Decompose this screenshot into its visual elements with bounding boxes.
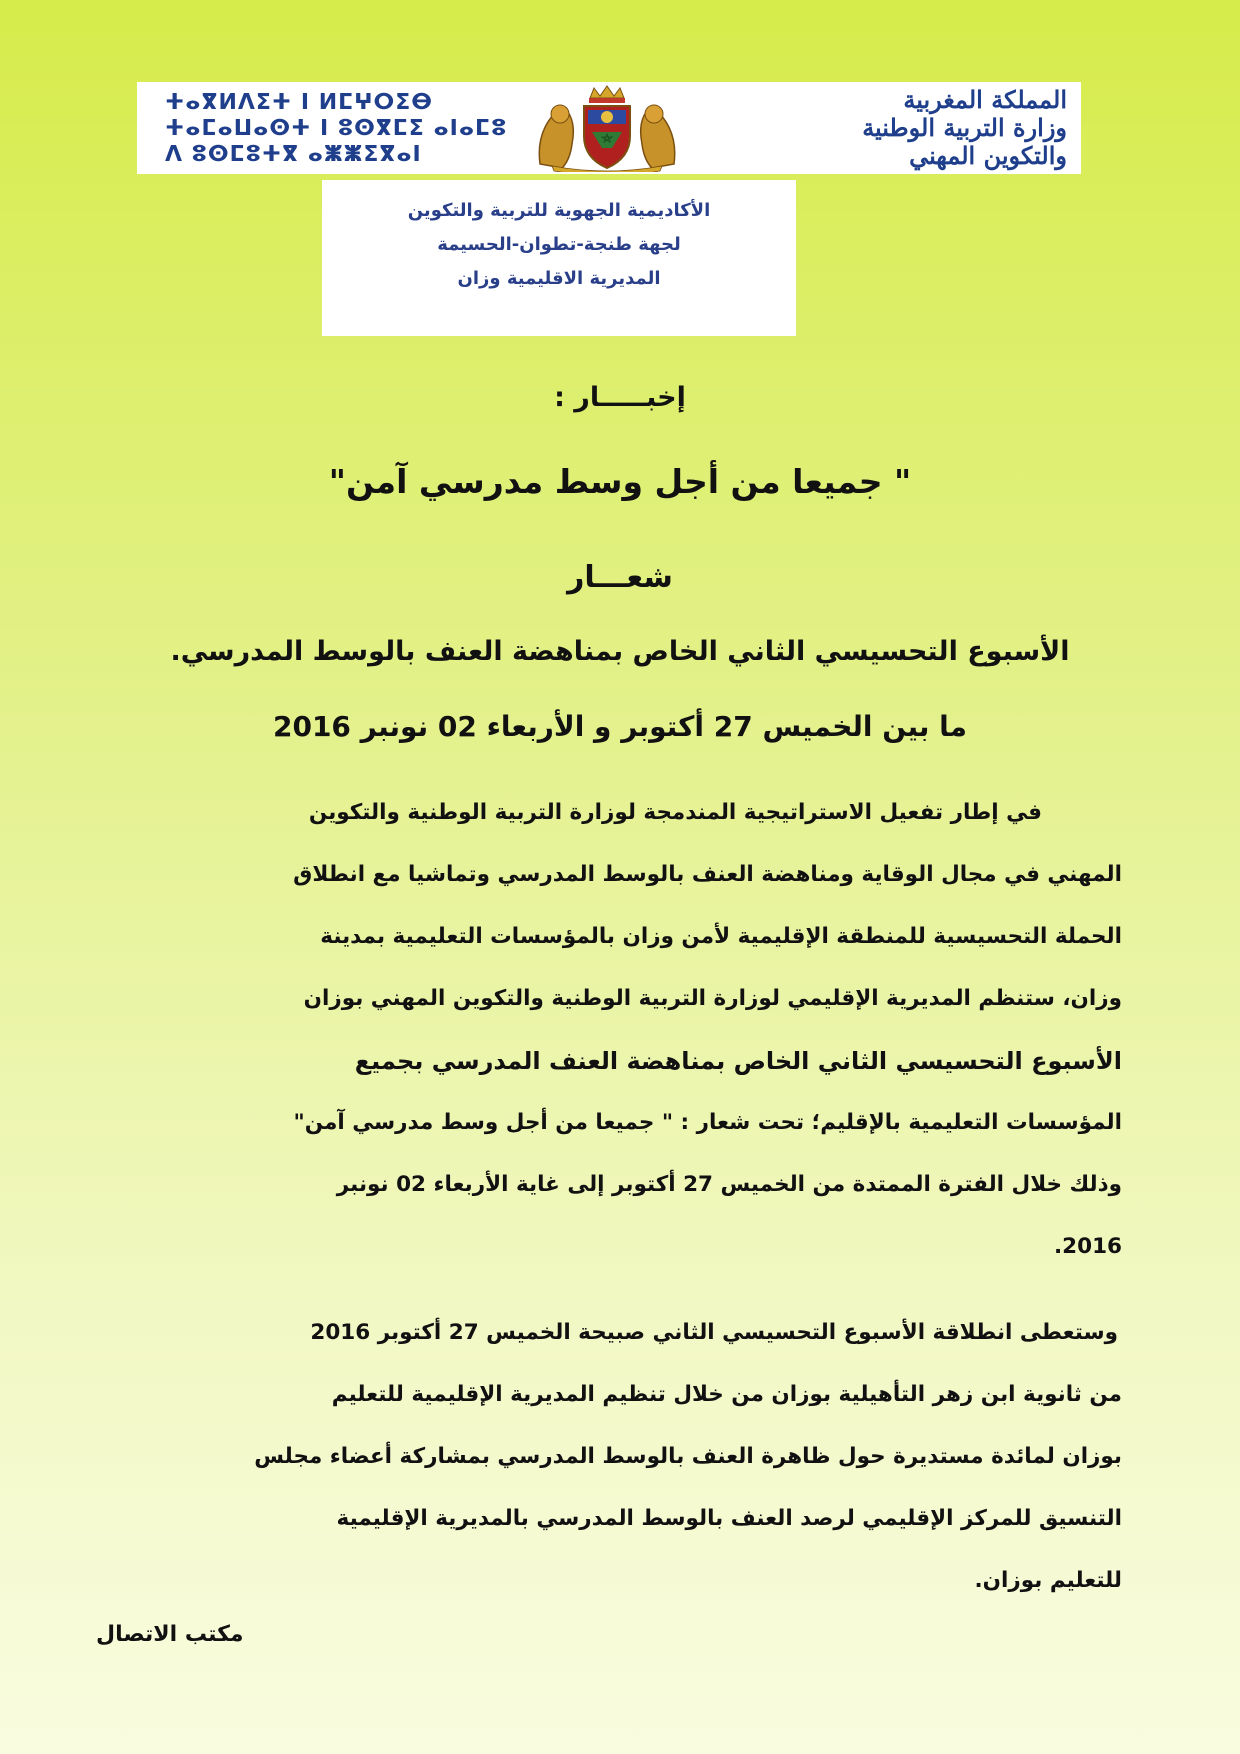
academy-line: المديرية الاقليمية وزان bbox=[457, 268, 661, 289]
paragraph-line: التنسيق للمركز الإقليمي لرصد العنف بالوسط المدرسي بالمديرية الإقليمية bbox=[336, 1506, 1122, 1531]
paragraph-line: 2016. bbox=[1053, 1234, 1122, 1259]
paragraph-line: الأسبوع التحسيسي الثاني الخاص بمناهضة العنف المدرسي بجميع bbox=[354, 1047, 1122, 1075]
event-dates: ما بين الخميس 27 أكتوبر و الأربعاء 02 نونبر 2016 bbox=[272, 710, 968, 743]
event-title: الأسبوع التحسيسي الثاني الخاص بمناهضة العنف بالوسط المدرسي. bbox=[170, 636, 1070, 667]
ministry-arabic-name bbox=[707, 86, 1067, 170]
royal-coat-of-arms-icon bbox=[532, 84, 682, 172]
tifinagh-line: ⵜⴰⵎⴰⵡⴰⵙⵜ ⵏ ⵓⵙⴳⵎⵉ ⴰⵏⴰⵎⵓ bbox=[165, 116, 508, 141]
academy-line: الأكاديمية الجهوية للتربية والتكوين bbox=[407, 200, 711, 221]
body-paragraph-1 bbox=[120, 782, 1122, 1278]
body-paragraph-2 bbox=[120, 1302, 1122, 1612]
academy-box bbox=[322, 180, 796, 336]
tifinagh-line: ⴷ ⵓⵙⵎⵓⵜⴳ ⴰⵥⵥⵉⴳⴰⵏ bbox=[165, 142, 422, 167]
slogan-title: " جميعا من أجل وسط مدرسي آمن" bbox=[328, 462, 912, 501]
ministry-header-banner bbox=[137, 82, 1081, 174]
paragraph-line: وذلك خلال الفترة الممتدة من الخميس 27 أكتوبر إلى غاية الأربعاء 02 نونبر bbox=[336, 1172, 1122, 1197]
announcement-heading: إخبـــــار : bbox=[554, 382, 686, 413]
paragraph-line: وزان، ستنظم المديرية الإقليمي لوزارة التربية الوطنية والتكوين المهني بوزان bbox=[303, 986, 1122, 1011]
paragraph-line: الحملة التحسيسية للمنطقة الإقليمية لأمن وزان بالمؤسسات التعليمية بمدينة bbox=[320, 924, 1122, 949]
paragraph-line: بوزان لمائدة مستديرة حول ظاهرة العنف بالوسط المدرسي بمشاركة أعضاء مجلس bbox=[254, 1444, 1122, 1469]
signature: مكتب الاتصال bbox=[96, 1622, 244, 1647]
ministry-line: وزارة التربية الوطنية bbox=[862, 113, 1067, 142]
paragraph-line: وستعطى انطلاقة الأسبوع التحسيسي الثاني صبيحة الخميس 27 أكتوبر 2016 bbox=[310, 1320, 1118, 1345]
slogan-label: شعـــار bbox=[567, 560, 673, 595]
ministry-line: المملكة المغربية bbox=[903, 85, 1067, 114]
ministry-line: والتكوين المهني bbox=[909, 141, 1067, 170]
tifinagh-ministry-name bbox=[165, 90, 545, 168]
paragraph-line: من ثانوية ابن زهر التأهيلية بوزان من خلال تنظيم المديرية الإقليمية للتعليم bbox=[331, 1382, 1122, 1407]
tifinagh-line: ⵜⴰⴳⵍⴷⵉⵜ ⵏ ⵍⵎⵖⵔⵉⴱ bbox=[165, 90, 434, 115]
paragraph-line: المؤسسات التعليمية بالإقليم؛ تحت شعار : " جميعا من أجل وسط مدرسي آمن" bbox=[293, 1110, 1122, 1135]
paragraph-line: في إطار تفعيل الاستراتيجية المندمجة لوزارة التربية الوطنية والتكوين bbox=[308, 800, 1042, 825]
paragraph-line: للتعليم بوزان. bbox=[974, 1568, 1122, 1593]
academy-line: لجهة طنجة-تطوان-الحسيمة bbox=[437, 234, 681, 255]
paragraph-line: المهني في مجال الوقاية ومناهضة العنف بالوسط المدرسي وتماشيا مع انطلاق bbox=[293, 862, 1122, 887]
